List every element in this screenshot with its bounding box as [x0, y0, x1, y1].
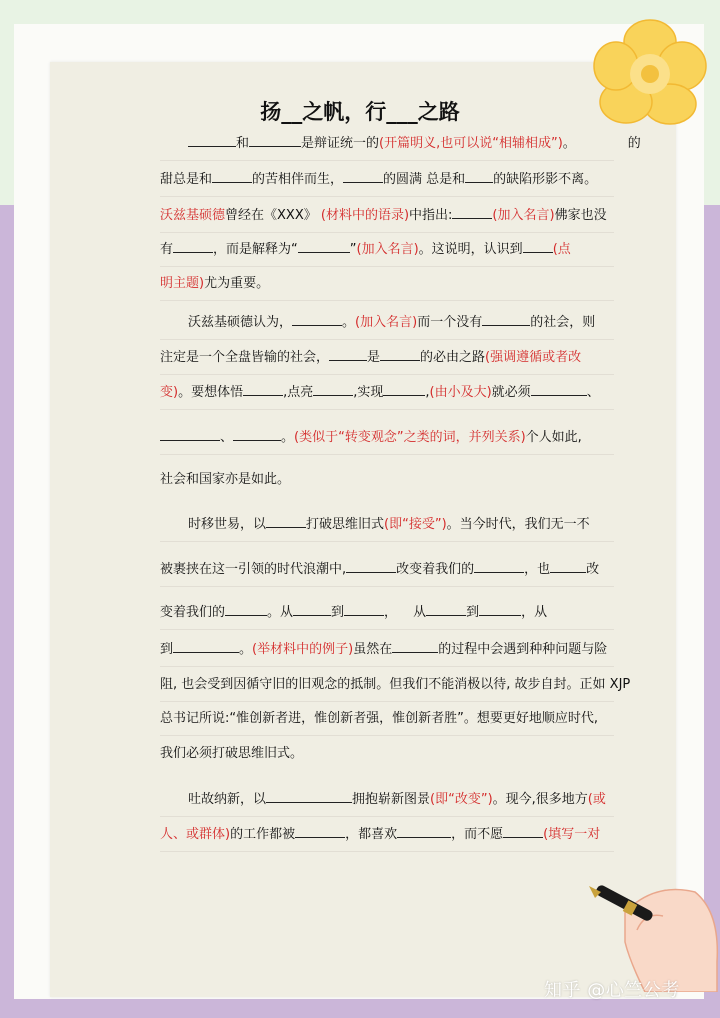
body-text: 是辩证统一的	[301, 136, 380, 151]
fill-in-blank	[383, 383, 425, 396]
fill-in-blank	[233, 428, 281, 441]
body-text: 阻, 也会受到因循守旧的旧观念的抵制。但我们不能消极以待, 故步自封。正如 XJP	[160, 677, 631, 692]
body-text: 中指出:	[409, 208, 453, 223]
essay-line	[160, 640, 614, 667]
body-text: 到	[466, 605, 480, 620]
body-text: ,点亮	[283, 385, 314, 400]
body-text: 。	[239, 642, 253, 657]
body-text: 甜总是和	[160, 172, 213, 187]
essay-line	[160, 170, 614, 197]
annotation-text: (即“改变”)	[430, 792, 493, 807]
fill-in-blank	[173, 640, 239, 653]
body-text: 。	[281, 430, 295, 445]
annotation-text: (由小及大)	[429, 385, 492, 400]
fill-in-blank	[343, 170, 383, 183]
annotation-text: (点	[552, 242, 571, 257]
body-text: 改	[586, 562, 600, 577]
body-text: 总书记所说:“惟创新者进，惟创新者强，惟创新者胜”。想要更好地顺应时代,	[160, 711, 598, 726]
body-text: 注定是一个全盘皆输的社会，	[160, 350, 330, 365]
body-text: 吐故纳新，以	[188, 792, 267, 807]
hand-pen-icon	[585, 872, 720, 992]
body-text: 到	[160, 642, 174, 657]
body-text: 就必须	[491, 385, 531, 400]
body-text: 、	[586, 385, 600, 400]
body-text: 。	[342, 315, 356, 330]
body-text: 有	[160, 242, 174, 257]
body-text: ，	[384, 605, 398, 620]
fill-in-blank	[392, 640, 438, 653]
body-text: 而一个没有	[417, 315, 483, 330]
fill-in-blank	[465, 170, 493, 183]
essay-line	[160, 206, 614, 233]
body-text: 被裹挟在这一引领的时代浪潮中,	[160, 562, 347, 577]
annotation-text: 变)	[160, 385, 179, 400]
watermark: 知乎 @心竺公考	[544, 980, 680, 1001]
essay-line	[160, 515, 614, 542]
body-text: 社会和国家亦是如此。	[160, 472, 291, 487]
annotation-text: (类似于“转变观念”之类的词，并列关系)	[294, 430, 526, 445]
fill-in-blank	[479, 603, 521, 616]
essay-line	[160, 383, 614, 410]
fill-in-blank	[482, 313, 530, 326]
body-text: 的社会，则	[530, 315, 596, 330]
body-text: 打破思维旧式	[306, 517, 385, 532]
annotation-text: (强调遵循或者改	[485, 350, 582, 365]
fill-in-blank	[329, 348, 367, 361]
body-text: ”	[349, 242, 357, 257]
essay-line	[160, 348, 614, 375]
essay-line	[160, 471, 614, 496]
essay-line	[160, 710, 614, 736]
body-text: 的圆满 总是和	[383, 172, 466, 187]
annotation-text: (举材料中的例子)	[252, 642, 354, 657]
body-text: 曾经在《XXX》	[225, 208, 317, 223]
annotation-text: 沃兹基硕德	[160, 208, 226, 223]
annotation-text: 人、或群体)	[160, 827, 231, 842]
fill-in-blank	[173, 240, 213, 253]
essay-line	[160, 745, 614, 770]
annotation-text: (加入名言)	[356, 242, 419, 257]
fill-in-blank	[346, 560, 396, 573]
fill-in-blank	[292, 313, 342, 326]
fill-in-blank	[293, 603, 331, 616]
annotation-text: (填写一对	[543, 827, 601, 842]
body-text: 。从	[267, 605, 294, 620]
fill-in-blank	[380, 348, 420, 361]
essay-line	[160, 428, 614, 455]
essay-line	[160, 275, 614, 301]
body-text: 变着我们的	[160, 605, 226, 620]
body-text: 的过程中会遇到种种问题与险	[438, 642, 608, 657]
fill-in-blank	[295, 825, 345, 838]
body-text: 的工作都被	[230, 827, 296, 842]
fill-in-blank	[523, 240, 553, 253]
annotation-text: (加入名言)	[492, 208, 555, 223]
body-text: 改变着我们的	[396, 562, 475, 577]
fill-in-blank	[313, 383, 353, 396]
body-text: ，而不愿	[451, 827, 504, 842]
fill-in-blank	[266, 790, 352, 803]
body-text: 佛家也没	[554, 208, 607, 223]
body-text: 。要想体悟	[178, 385, 244, 400]
essay-line	[160, 676, 631, 702]
fill-in-blank	[225, 603, 267, 616]
body-text: 、	[220, 430, 234, 445]
body-text: 的	[627, 136, 641, 151]
body-text: 的缺陷形影不离。	[493, 172, 598, 187]
body-text: 我们必须打破思维旧式。	[160, 746, 304, 761]
body-text: 拥抱崭新图景	[352, 792, 431, 807]
fill-in-blank	[344, 603, 384, 616]
essay-line	[160, 313, 614, 340]
annotation-text: (即“接受”)	[384, 517, 447, 532]
body-text: ，也	[524, 562, 551, 577]
body-text: 虽然在	[353, 642, 393, 657]
body-text: 是	[367, 350, 381, 365]
body-text: ，从	[521, 605, 548, 620]
body-text: 。现今,很多地方	[492, 792, 588, 807]
essay-line	[160, 825, 614, 852]
fill-in-blank	[452, 206, 492, 219]
annotation-text: (开篇明义,也可以说“相辅相成”)	[379, 136, 563, 151]
fill-in-blank	[160, 428, 220, 441]
body-text: 的必由之路	[420, 350, 486, 365]
annotation-text: 明主题)	[160, 276, 205, 291]
annotation-text: (加入名言)	[355, 315, 418, 330]
fill-in-blank	[212, 170, 252, 183]
essay-line	[160, 790, 614, 817]
yellow-flower-icon	[590, 18, 708, 128]
fill-in-blank	[550, 560, 586, 573]
essay-line	[160, 560, 614, 587]
essay-line	[160, 240, 614, 267]
body-text: 沃兹基硕德认为，	[188, 315, 293, 330]
body-text: 。当今时代，我们无一不	[446, 517, 590, 532]
body-text: ，而是解释为“	[213, 242, 298, 257]
fill-in-blank	[266, 515, 306, 528]
body-text: 尤为重要。	[204, 276, 270, 291]
fill-in-blank	[249, 134, 301, 147]
fill-in-blank	[426, 603, 466, 616]
body-text: ，都喜欢	[345, 827, 398, 842]
body-text: ,	[425, 385, 430, 400]
essay-line	[160, 134, 641, 161]
page-title: 扬__之帆，行___之路	[260, 100, 460, 124]
annotation-text: (或	[587, 792, 606, 807]
body-text: 到	[331, 605, 345, 620]
essay-line	[160, 603, 614, 630]
fill-in-blank	[397, 825, 451, 838]
fill-in-blank	[298, 240, 350, 253]
body-text: 。这说明，认识到	[418, 242, 523, 257]
body-text: 从	[413, 605, 427, 620]
fill-in-blank	[188, 134, 236, 147]
fill-in-blank	[474, 560, 524, 573]
fill-in-blank	[243, 383, 283, 396]
body-text: 和	[236, 136, 250, 151]
body-text: 个人如此,	[525, 430, 582, 445]
annotation-text: (材料中的语录)	[316, 208, 410, 223]
body-text: 。	[562, 136, 576, 151]
body-text: 时移世易，以	[188, 517, 267, 532]
fill-in-blank	[503, 825, 543, 838]
body-text: ,实现	[353, 385, 384, 400]
fill-in-blank	[531, 383, 587, 396]
body-text: 的苦相伴而生，	[252, 172, 344, 187]
